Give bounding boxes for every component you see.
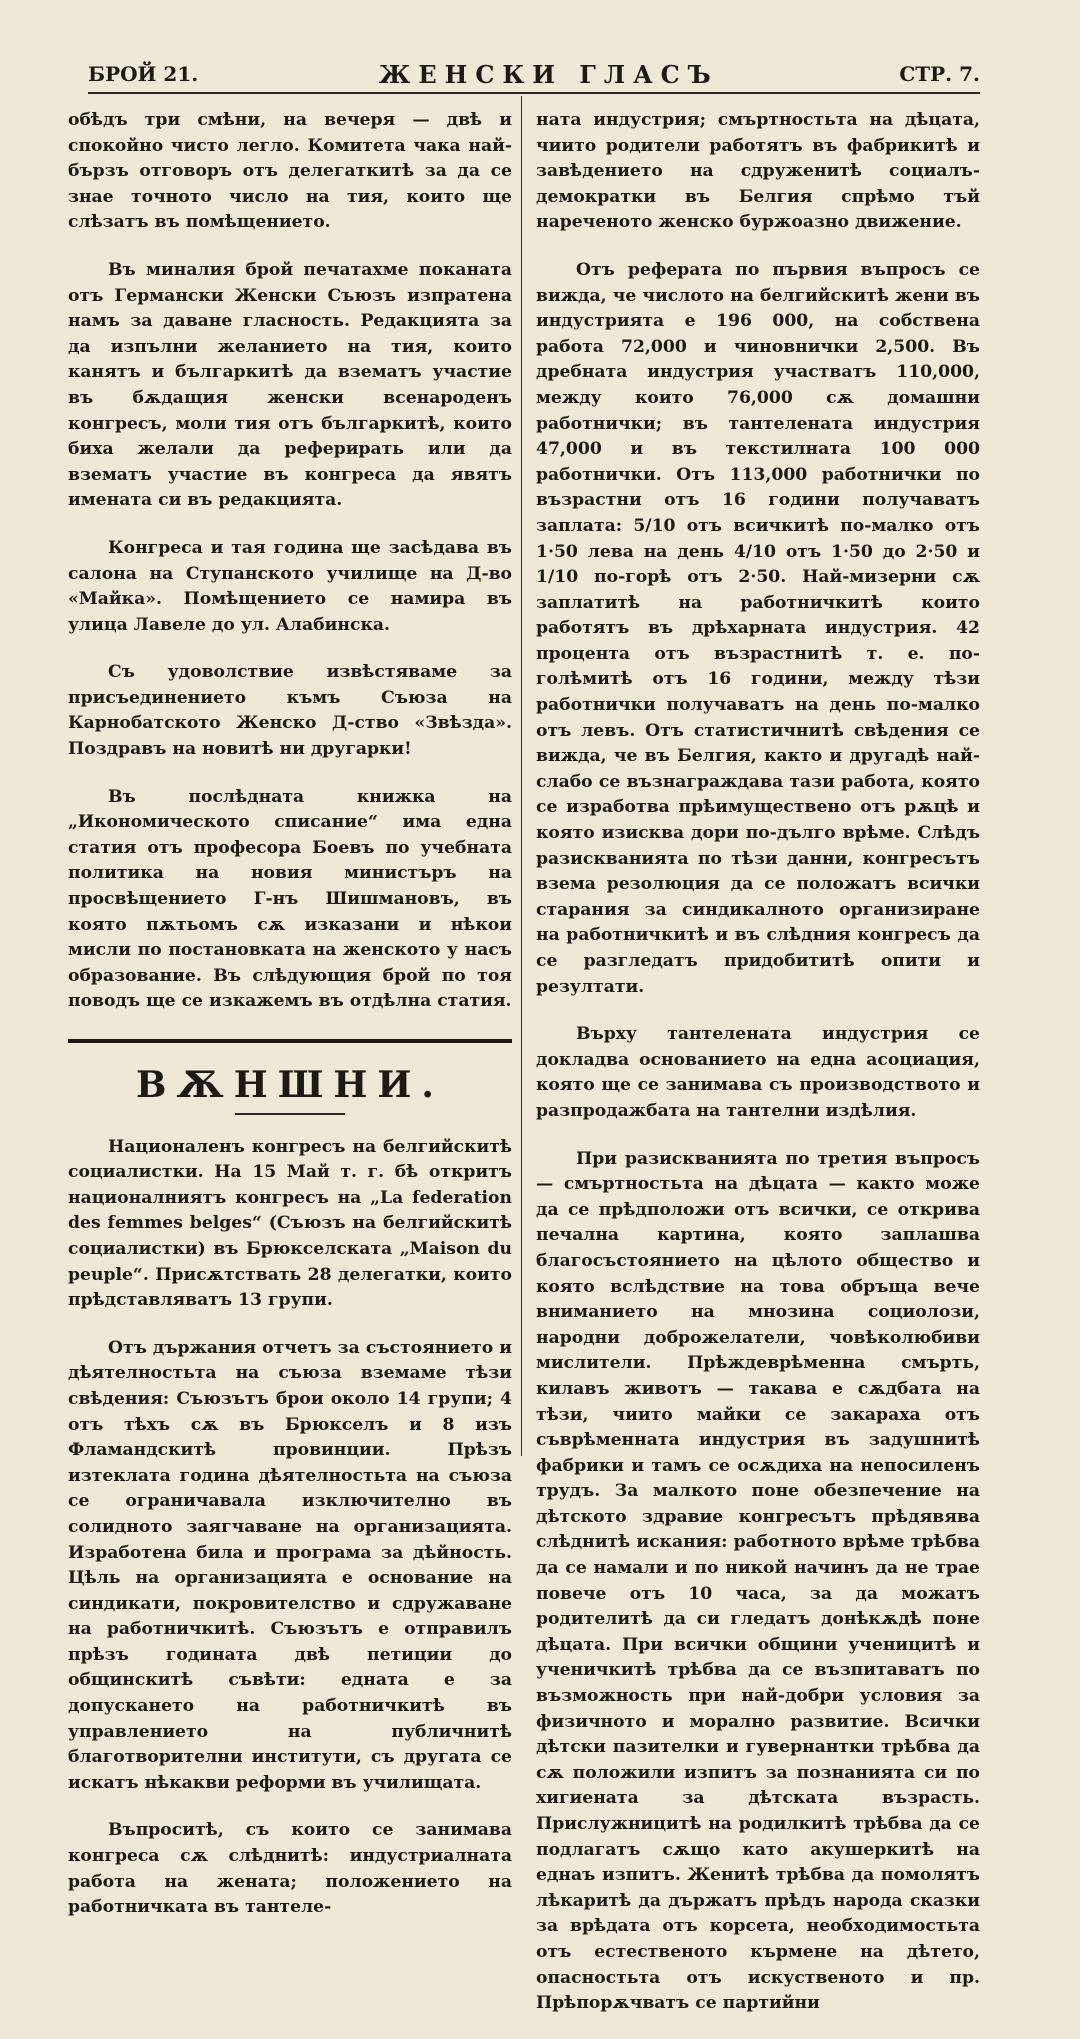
page-number: СТР. 7.	[899, 62, 980, 86]
paragraph: Въ миналия брой печатахме поканата отъ Германски Женски Съюзъ изпратена намъ за даване гласность. Редакцията за да изпълни желанието на тия, които канятъ и българкитѣ да взематъ участие въ бѫдащия женски всенароденъ конгресъ, моли тия отъ българкитѣ, които биха желали да реферирать или да взематъ участие въ конгреса да явятъ имената си въ редакцията.	[68, 259, 512, 511]
section-title: ВѪНШНИ.	[136, 1064, 444, 1106]
column-divider	[521, 96, 522, 1456]
paragraph: Отъ държания отчетъ за състоянието и дѣятелностьта на съюза вземаме тѣзи свѣдения: Съюзътъ брои около 14 групи; 4 отъ тѣхъ сѫ въ Брюкселъ и 8 изъ Фламандскитѣ провинции. Прѣзъ изтеклата година дѣятелностьта на съюза се ограничавала изключително въ солидното заягчаване на организацията. Изработена била и програма за дѣйность. Цѣль на организацията е основание на синдикати, покровителство и сдружаване на работничкитѣ. Съюзътъ е отправилъ прѣзъ годината двѣ петиции до общинскитѣ съвѣти: едната е за допускането на работничкитѣ въ управлението на публичнитѣ благотворителни институти, съ другата се искатъ нѣкакви реформи въ училищата.	[68, 1337, 512, 1793]
masthead-title: ЖЕНСКИ ГЛАСЪ	[378, 59, 719, 89]
paragraph: обѣдъ три смѣни, на вечеря — двѣ и спокойно чисто легло. Комитета чака най-бързъ отговоръ отъ делегаткитѣ за да се знае точното число на тия, които ще слѣзатъ въ помѣщението.	[68, 110, 512, 233]
paragraph: Въпроситѣ, съ които се занимава конгреса сѫ слѣднитѣ: индустриалната работа на жената; положението на работничката въ тантеле-	[68, 1820, 512, 1918]
right-column	[536, 108, 980, 2039]
paragraph: ната индустрия; смъртностьта на дѣцата, чиито родители работятъ въ фабрикитѣ и завѣдението на сдруженитѣ социалъ-демократки въ Белгия спрѣмо тъй нареченото женско буржоазно движение.	[536, 110, 980, 233]
paragraph: Конгреса и тая година ще засѣдава въ салона на Ступанското училище на Д-во «Майка». Помѣщението се намира въ улица Лавеле до ул. Алабинска.	[68, 537, 512, 635]
paragraph	[68, 1135, 512, 1314]
paragraph: Върху тантелената индустрия се докладва основанието на една асоциация, която ще се занимава съ производството и разпродажбата на тантелни издѣлия.	[536, 1024, 980, 1121]
paragraph: Въ послѣдната книжка на „Икономическото списание“ има една статия отъ професора Боевъ по учебната политика на новия министъръ на просвѣщението Г-нъ Шишмановъ, въ която пѫтьомъ сѫ изказани и нѣкои мисли по постановката на женското у насъ образование. Въ слѣдующия брой по тоя поводъ ще се изкажемъ въ отдѣлна статия.	[68, 786, 512, 1012]
page-header	[88, 56, 980, 94]
left-column	[68, 108, 512, 1943]
article-text: На 15 Май т. г. бѣ откритъ националниятъ конгресъ на „La federation des femmes belges“ (Съюзъ на белгийскитѣ социалистки) въ Брюкселската „Maison du peuple“. Присѫтствать 28 делегатки, които прѣдставляватъ 13 групи.	[68, 1162, 512, 1311]
issue-number: БРОЙ 21.	[88, 62, 199, 86]
title-underline	[235, 1113, 345, 1115]
paragraph: При разискванията по третия въпросъ — смъртностьта на дѣцата — както може да се прѣдположи отъ всички, се открива печална картина, която заплашва благосъстоянието на цѣлото общество и която вслѣдствие на това обръща вече вниманието на мнозина социолози, народни доброжелатели, човѣколюбиви мислители. Прѣждеврѣменна смърть, килавъ животъ — такава е сѫдбата на тѣзи, чиито майки се закараха отъ съврѣменната индустрия въ задушнитѣ фабрики и тамъ се осѫдиха на непосиленъ трудъ. За малкото поне обезпечение на дѣтското здравие конгресътъ прѣдявява слѣднитѣ искания: работното врѣме трѣбва да се намали и по никой начинъ да не трае повече отъ 10 часа, за да можатъ родителитѣ да си гледатъ донѣкѫдѣ поне дѣцата. При всички общини ученицитѣ и ученичкитѣ трѣбва да се възпитаватъ по възможность при най-добри условия за физичното и морално развитие. Всички дѣтски пазителки и гувернантки трѣбва да сѫ положили изпитъ за познанията си по хигиената за дѣтската възрасть. Прислужницитѣ на родилкитѣ трѣбва да се подлагатъ сѫщо като акушеркитѣ на еднаъ изпитъ. Женитѣ трѣбва да помолятъ лѣкаритѣ да държатъ прѣдъ народа сказки за врѣдата отъ корсета, необходимостьта отъ естественото кърмене на дѣтето, опасностьта отъ искуственото и пр. Прѣпорѫчватъ се партийни	[536, 1148, 980, 2014]
paragraph: Отъ реферата по първия въпросъ се вижда, че числото на белгийскитѣ жени въ индустрията е 196 000, на собствена работа 72,000 и чиновнички 2,500. Въ дребната индустрия участватъ 110,000, между които 76,000 сѫ домашни работнички; въ тантелената индустрия 47,000 и въ текстилната 100 000 работнички. Отъ 113,000 работнички по възрастни отъ 16 години получаватъ заплата: 5/10 отъ всичкитѣ по-малко отъ 1·50 лева на день 4/10 отъ 1·50 до 2·50 и 1/10 по-горѣ отъ 2·50. Най-мизерни сѫ заплатитѣ на работничкитѣ които работятъ въ дрѣхарната индустрия. 42 процента отъ възрастнитѣ т. е. по-голѣмитѣ отъ 16 години, между тѣзи работнички получаватъ на день по-малко отъ левъ. Отъ статистичнитѣ свѣдения се вижда, че въ Белгия, както и другадѣ най-слабо се възнаграждава тази работа, която се изработва прѣимуществено отъ рѫцѣ и която изисква дори по-дълго врѣме. Слѣдъ разискванията по тѣзи данни, конгресътъ взема резолюция да се положатъ всички старания за синдикалното организиране на работничкитѣ и въ слѣдния конгресъ да се разгледатъ придобититѣ опити и резултати.	[536, 259, 980, 997]
article-lead: Националенъ конгресъ на белгийскитѣ социалистки.	[68, 1136, 512, 1183]
section-rule	[68, 1039, 512, 1043]
paragraph: Съ удоволствие извѣстяваме за присъединението къмъ Съюза на Карнобатското Женско Д-ство «Звѣзда». Поздравъ на новитѣ ни другарки!	[68, 662, 512, 760]
